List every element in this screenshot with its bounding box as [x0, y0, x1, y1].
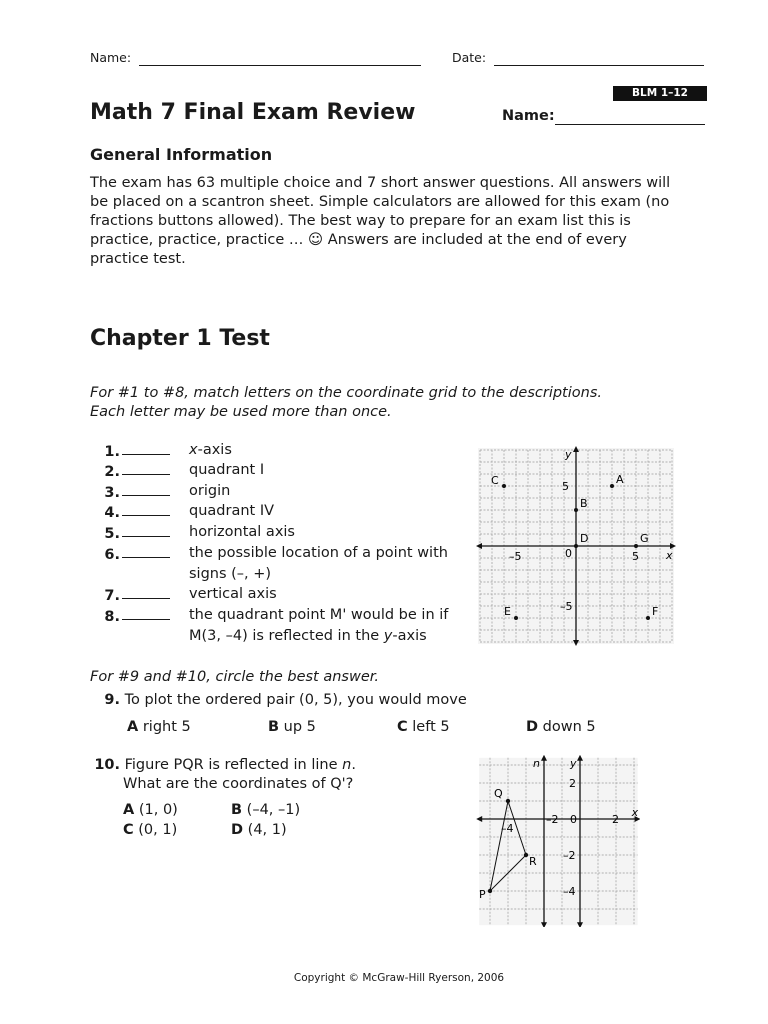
q10-option-d[interactable]: D (4, 1): [231, 822, 287, 838]
point-label-q: Q: [494, 787, 503, 800]
matching-item: [100, 481, 231, 502]
point-label-c: C: [491, 474, 499, 487]
q9-option-c[interactable]: C left 5: [397, 719, 450, 735]
tick-label: –4: [501, 822, 514, 835]
name-field-row: [90, 50, 421, 66]
matching-item: [100, 605, 449, 626]
tick-label: 5: [562, 480, 569, 493]
q9-option-a[interactable]: A right 5: [127, 719, 191, 735]
item-text: vertical axis: [189, 586, 277, 602]
point-r: [524, 853, 528, 857]
instructions-1: [90, 384, 602, 422]
tick-label: –5: [560, 600, 573, 613]
q10-option-b[interactable]: B (–4, –1): [231, 802, 301, 818]
point-f: [646, 616, 650, 620]
name-label: Name:: [90, 50, 132, 65]
title-name-label: Name:: [502, 108, 555, 124]
tick-label: –2: [563, 849, 576, 862]
answer-blank[interactable]: [122, 522, 170, 537]
tick-label: 2: [612, 813, 619, 826]
matching-item: [100, 584, 277, 605]
point-p: [488, 889, 492, 893]
point-label-b: B: [580, 497, 588, 510]
answer-blank[interactable]: [122, 501, 170, 516]
question-text: Figure PQR is reflected in line n.: [124, 757, 356, 773]
item-number: 4.: [104, 505, 120, 521]
general-heading: General Information: [90, 145, 273, 164]
item-number: 6.: [104, 547, 120, 563]
general-line: fractions buttons allowed). The best way to prepare for an exam list this is: [90, 213, 631, 229]
item-text: M(3, –4) is reflected in the y-axis: [189, 628, 427, 644]
x-axis-label: x: [666, 549, 673, 562]
answer-blank[interactable]: [122, 543, 170, 558]
item-text: horizontal axis: [189, 524, 295, 540]
tick-label: –2: [546, 813, 559, 826]
matching-item: [100, 543, 448, 564]
item-number: 8.: [104, 609, 120, 625]
matching-item: [100, 460, 265, 481]
chapter-title: Chapter 1 Test: [90, 326, 270, 351]
point-label-a: A: [616, 473, 624, 486]
instruction-line: For #1 to #8, match letters on the coordinate grid to the descriptions.: [90, 385, 602, 401]
answer-blank[interactable]: [122, 584, 170, 599]
date-label: Date:: [452, 50, 487, 65]
tick-label: –5: [509, 550, 522, 563]
y-axis-label: y: [570, 756, 577, 770]
x-axis-label: x: [631, 806, 639, 819]
item-number: 2.: [104, 464, 120, 480]
question-number: 10.: [94, 757, 120, 773]
item-number: 3.: [104, 485, 120, 501]
item-text: quadrant IV: [189, 503, 275, 519]
q10-option-a[interactable]: A (1, 0): [123, 802, 178, 818]
matching-item: [100, 440, 232, 461]
general-line: The exam has 63 multiple choice and 7 short answer questions. All answers will: [90, 175, 671, 191]
title-name-line[interactable]: [555, 108, 705, 125]
general-paragraph: [90, 174, 730, 269]
blm-badge: BLM 1–12: [613, 86, 707, 101]
date-line[interactable]: [494, 50, 704, 66]
general-line: practice, practice, practice … ☺ Answers are included at the end of every: [90, 232, 627, 248]
instruction-line: Each letter may be used more than once.: [90, 404, 392, 420]
question-number: 9.: [104, 692, 120, 708]
matching-item: [100, 522, 295, 543]
tick-label: 2: [569, 777, 576, 790]
point-d: [574, 544, 578, 548]
item-number: 5.: [104, 526, 120, 542]
item-text: quadrant I: [189, 462, 265, 478]
tick-label: 5: [632, 550, 639, 563]
item-text: signs (–, +): [189, 566, 272, 582]
point-label-f: F: [652, 605, 659, 618]
point-g: [634, 544, 638, 548]
point-b: [574, 508, 578, 512]
copyright-footer: Copyright © McGraw-Hill Ryerson, 2006: [293, 972, 505, 984]
point-a: [610, 484, 614, 488]
point-label-d: D: [580, 532, 589, 545]
coordinate-grid-1: [474, 440, 678, 652]
item-text: x-axis: [189, 442, 232, 458]
item-number: 1.: [104, 444, 120, 460]
date-field-row: [452, 50, 704, 66]
item-text: the quadrant point M' would be in if: [189, 607, 449, 623]
question-9: [90, 691, 467, 710]
y-axis-label: y: [565, 448, 572, 461]
question-text: To plot the ordered pair (0, 5), you would move: [124, 692, 467, 708]
general-line: be placed on a scantron sheet. Simple calculators are allowed for this exam (no: [90, 194, 670, 210]
answer-blank[interactable]: [122, 481, 170, 496]
matching-item: [100, 501, 275, 522]
point-label-e: E: [504, 605, 511, 618]
point-label-p: P: [479, 888, 486, 901]
instructions-2: For #9 and #10, circle the best answer.: [90, 669, 379, 685]
page-title: Math 7 Final Exam Review: [90, 100, 416, 125]
origin-label: 0: [570, 813, 577, 826]
q10-option-c[interactable]: C (0, 1): [123, 822, 178, 838]
line-n-label: n: [533, 756, 540, 770]
question-10: [90, 756, 356, 775]
answer-blank[interactable]: [122, 440, 170, 455]
point-q: [506, 799, 510, 803]
general-line: practice test.: [90, 251, 186, 267]
point-e: [514, 616, 518, 620]
item-text: origin: [189, 483, 231, 499]
name-line[interactable]: [139, 50, 421, 66]
q9-option-d[interactable]: D down 5: [526, 719, 596, 735]
coordinate-grid-2: [476, 755, 640, 927]
question-10-line2: What are the coordinates of Q'?: [123, 776, 354, 792]
item-number: 7.: [104, 588, 120, 604]
point-c: [502, 484, 506, 488]
point-label-g: G: [640, 532, 649, 545]
origin-label: 0: [565, 547, 572, 560]
item-text: the possible location of a point with: [189, 545, 448, 561]
point-label-r: R: [529, 855, 537, 868]
q9-option-b[interactable]: B up 5: [268, 719, 316, 735]
answer-blank[interactable]: [122, 605, 170, 620]
tick-label: –4: [563, 885, 576, 898]
answer-blank[interactable]: [122, 460, 170, 475]
title-name-row: [502, 108, 705, 125]
